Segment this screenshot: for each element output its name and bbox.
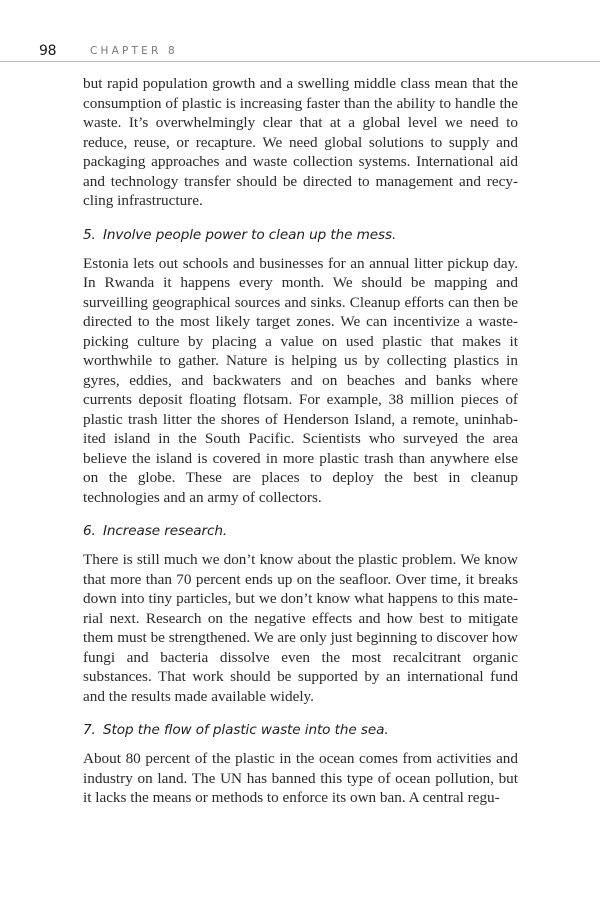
section-number: 6.	[83, 523, 96, 539]
section-heading-7	[83, 721, 518, 740]
section-heading-6	[83, 522, 518, 541]
opening-paragraph: but rapid population growth and a swelling middle class mean that the consumption of plastic is increasing faster than the ability to handle the waste. It’s overwhelmingly clear that at a global level we need to reduce, reuse, or recapture. We need global solutions to supply and packaging approaches and waste collection systems. International aid and technology transfer should be directed to management and recycling infrastructure.	[83, 75, 518, 209]
section-heading-text: Increase research.	[103, 523, 228, 539]
page-number: 98	[39, 43, 57, 59]
section-heading-5	[83, 226, 518, 245]
section-6-paragraph: There is still much we don’t know about the plastic problem. We know that more than 70 percent ends up on the seafloor. Over time, it breaks down into tiny particles, but we don’t know what happens to this material next. Research on the negative effects and how best to mitigate them must be strengthened. We are only just beginning to discover how fungi and bacteria dissolve even the most recalcitrant organic substances. That work should be supported by an international fund and the results made available widely.	[83, 551, 518, 705]
page-body	[83, 74, 518, 808]
section-number: 7.	[83, 722, 96, 738]
chapter-label: CHAPTER 8	[90, 45, 178, 57]
section-number: 5.	[83, 226, 96, 243]
section-heading-text: Stop the flow of plastic waste into the sea.	[103, 722, 389, 738]
section-7-paragraph: About 80 percent of the plastic in the ocean comes from activities and industry on land. The UN has banned this type of ocean pollution, but it lacks the means or methods to enforce its own ban. A central regu-	[83, 750, 518, 806]
section-heading-text: Involve people power to clean up the mess.	[103, 226, 397, 243]
running-head	[0, 41, 600, 62]
section-5-paragraph: Estonia lets out schools and businesses for an annual litter pickup day. In Rwanda it happens every month. We should be mapping and surveilling geographical sources and sinks. Cleanup efforts can then be directed to the most likely target zones. We can incentivize a waste-picking culture by placing a value on used plastic that makes it worthwhile to gather. Nature is helping us by collecting plastics in gyres, eddies, and backwaters and on beaches and banks where currents deposit floating flotsam. For example, 38 million pieces of plastic trash litter the shores of Henderson Island, a remote, uninhabited island in the South Pacific. Scientists who surveyed the area believe the island is covered in more plastic trash than anywhere else on the globe. These are places to deploy the best in cleanup technologies and an army of collectors.	[83, 254, 518, 506]
